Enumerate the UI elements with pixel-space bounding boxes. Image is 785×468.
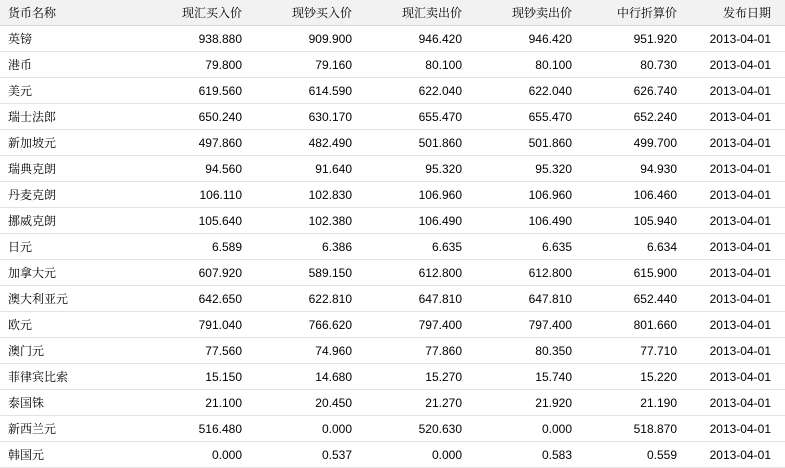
rate-value-cell: 0.000 (140, 442, 250, 468)
table-row (0, 260, 785, 286)
rate-value-cell: 91.640 (250, 156, 360, 182)
table-row (0, 208, 785, 234)
currency-name-cell: 瑞士法郎 (0, 104, 140, 130)
rate-value-cell: 6.634 (580, 234, 685, 260)
rate-value-cell: 946.420 (470, 26, 580, 52)
rate-value-cell: 79.800 (140, 52, 250, 78)
table-row (0, 182, 785, 208)
rate-value-cell: 106.110 (140, 182, 250, 208)
rate-value-cell: 21.920 (470, 390, 580, 416)
rate-value-cell: 79.160 (250, 52, 360, 78)
rate-value-cell: 80.350 (470, 338, 580, 364)
rate-value-cell: 6.635 (470, 234, 580, 260)
rate-value-cell: 655.470 (470, 104, 580, 130)
rate-value-cell: 77.560 (140, 338, 250, 364)
rate-value-cell: 21.270 (360, 390, 470, 416)
table-row (0, 442, 785, 468)
currency-name-cell: 挪威克朗 (0, 208, 140, 234)
publish-date-cell: 2013-04-01 (685, 52, 785, 78)
publish-date-cell: 2013-04-01 (685, 182, 785, 208)
rate-value-cell: 20.450 (250, 390, 360, 416)
rate-value-cell: 655.470 (360, 104, 470, 130)
rate-value-cell: 619.560 (140, 78, 250, 104)
table-body (0, 26, 785, 468)
rate-value-cell: 74.960 (250, 338, 360, 364)
publish-date-cell: 2013-04-01 (685, 260, 785, 286)
rate-value-cell: 946.420 (360, 26, 470, 52)
rate-value-cell: 0.537 (250, 442, 360, 468)
rate-value-cell: 518.870 (580, 416, 685, 442)
rate-value-cell: 626.740 (580, 78, 685, 104)
rate-value-cell: 106.960 (470, 182, 580, 208)
rate-value-cell: 520.630 (360, 416, 470, 442)
table-row (0, 52, 785, 78)
rate-value-cell: 650.240 (140, 104, 250, 130)
rate-value-cell: 106.490 (470, 208, 580, 234)
publish-date-cell: 2013-04-01 (685, 286, 785, 312)
rate-value-cell: 15.270 (360, 364, 470, 390)
table-row (0, 286, 785, 312)
publish-date-cell: 2013-04-01 (685, 416, 785, 442)
rate-value-cell: 106.490 (360, 208, 470, 234)
column-header[interactable]: 货币名称 (0, 0, 140, 26)
rate-value-cell: 105.940 (580, 208, 685, 234)
rate-value-cell: 797.400 (470, 312, 580, 338)
rate-value-cell: 6.589 (140, 234, 250, 260)
table-row (0, 130, 785, 156)
table-row (0, 364, 785, 390)
rate-value-cell: 497.860 (140, 130, 250, 156)
rate-value-cell: 909.900 (250, 26, 360, 52)
currency-name-cell: 澳门元 (0, 338, 140, 364)
table-row (0, 156, 785, 182)
rate-value-cell: 14.680 (250, 364, 360, 390)
publish-date-cell: 2013-04-01 (685, 78, 785, 104)
rate-value-cell: 106.460 (580, 182, 685, 208)
rate-value-cell: 94.560 (140, 156, 250, 182)
currency-name-cell: 新加坡元 (0, 130, 140, 156)
rate-value-cell: 642.650 (140, 286, 250, 312)
currency-name-cell: 菲律宾比索 (0, 364, 140, 390)
rate-value-cell: 647.810 (360, 286, 470, 312)
rate-value-cell: 801.660 (580, 312, 685, 338)
rate-value-cell: 6.635 (360, 234, 470, 260)
currency-name-cell: 港币 (0, 52, 140, 78)
publish-date-cell: 2013-04-01 (685, 208, 785, 234)
rate-value-cell: 630.170 (250, 104, 360, 130)
rate-value-cell: 15.740 (470, 364, 580, 390)
table-row (0, 312, 785, 338)
rate-value-cell: 612.800 (470, 260, 580, 286)
rate-value-cell: 612.800 (360, 260, 470, 286)
rate-value-cell: 766.620 (250, 312, 360, 338)
rate-value-cell: 615.900 (580, 260, 685, 286)
column-header[interactable]: 发布日期 (685, 0, 785, 26)
rate-value-cell: 501.860 (360, 130, 470, 156)
currency-name-cell: 韩国元 (0, 442, 140, 468)
rate-value-cell: 77.710 (580, 338, 685, 364)
rate-value-cell: 647.810 (470, 286, 580, 312)
rate-value-cell: 482.490 (250, 130, 360, 156)
rate-value-cell: 0.000 (470, 416, 580, 442)
currency-name-cell: 欧元 (0, 312, 140, 338)
table-row (0, 234, 785, 260)
table-header-row (0, 0, 785, 26)
publish-date-cell: 2013-04-01 (685, 104, 785, 130)
rate-value-cell: 0.559 (580, 442, 685, 468)
currency-name-cell: 新西兰元 (0, 416, 140, 442)
currency-name-cell: 丹麦克朗 (0, 182, 140, 208)
currency-name-cell: 泰国铢 (0, 390, 140, 416)
rate-value-cell: 652.440 (580, 286, 685, 312)
rate-value-cell: 80.100 (470, 52, 580, 78)
rate-value-cell: 21.100 (140, 390, 250, 416)
table-header (0, 0, 785, 26)
rate-value-cell: 499.700 (580, 130, 685, 156)
table-row (0, 338, 785, 364)
table-row (0, 104, 785, 130)
rate-value-cell: 80.100 (360, 52, 470, 78)
currency-name-cell: 瑞典克朗 (0, 156, 140, 182)
column-header[interactable]: 中行折算价 (580, 0, 685, 26)
rate-value-cell: 95.320 (360, 156, 470, 182)
table-row (0, 26, 785, 52)
column-header[interactable]: 现汇买入价 (140, 0, 250, 26)
rate-value-cell: 797.400 (360, 312, 470, 338)
currency-name-cell: 澳大利亚元 (0, 286, 140, 312)
rate-value-cell: 15.150 (140, 364, 250, 390)
rate-value-cell: 607.920 (140, 260, 250, 286)
rate-value-cell: 791.040 (140, 312, 250, 338)
publish-date-cell: 2013-04-01 (685, 338, 785, 364)
table-row (0, 416, 785, 442)
rate-value-cell: 106.960 (360, 182, 470, 208)
publish-date-cell: 2013-04-01 (685, 364, 785, 390)
table-row (0, 390, 785, 416)
rate-value-cell: 80.730 (580, 52, 685, 78)
rate-value-cell: 77.860 (360, 338, 470, 364)
publish-date-cell: 2013-04-01 (685, 442, 785, 468)
rate-value-cell: 15.220 (580, 364, 685, 390)
currency-name-cell: 英镑 (0, 26, 140, 52)
publish-date-cell: 2013-04-01 (685, 26, 785, 52)
publish-date-cell: 2013-04-01 (685, 156, 785, 182)
publish-date-cell: 2013-04-01 (685, 312, 785, 338)
rate-value-cell: 622.040 (360, 78, 470, 104)
column-header[interactable]: 现钞卖出价 (470, 0, 580, 26)
rate-value-cell: 0.583 (470, 442, 580, 468)
publish-date-cell: 2013-04-01 (685, 234, 785, 260)
publish-date-cell: 2013-04-01 (685, 390, 785, 416)
rate-value-cell: 102.830 (250, 182, 360, 208)
currency-name-cell: 美元 (0, 78, 140, 104)
column-header[interactable]: 现钞买入价 (250, 0, 360, 26)
rate-value-cell: 516.480 (140, 416, 250, 442)
rate-value-cell: 589.150 (250, 260, 360, 286)
rate-value-cell: 95.320 (470, 156, 580, 182)
rate-value-cell: 0.000 (360, 442, 470, 468)
rate-value-cell: 6.386 (250, 234, 360, 260)
rate-value-cell: 21.190 (580, 390, 685, 416)
rate-value-cell: 622.040 (470, 78, 580, 104)
currency-name-cell: 加拿大元 (0, 260, 140, 286)
rate-value-cell: 501.860 (470, 130, 580, 156)
rate-value-cell: 105.640 (140, 208, 250, 234)
rate-value-cell: 0.000 (250, 416, 360, 442)
rate-value-cell: 614.590 (250, 78, 360, 104)
rate-value-cell: 951.920 (580, 26, 685, 52)
publish-date-cell: 2013-04-01 (685, 130, 785, 156)
rate-value-cell: 622.810 (250, 286, 360, 312)
rate-value-cell: 652.240 (580, 104, 685, 130)
table-row (0, 78, 785, 104)
column-header[interactable]: 现汇卖出价 (360, 0, 470, 26)
rate-value-cell: 94.930 (580, 156, 685, 182)
rate-value-cell: 102.380 (250, 208, 360, 234)
rate-value-cell: 938.880 (140, 26, 250, 52)
currency-name-cell: 日元 (0, 234, 140, 260)
